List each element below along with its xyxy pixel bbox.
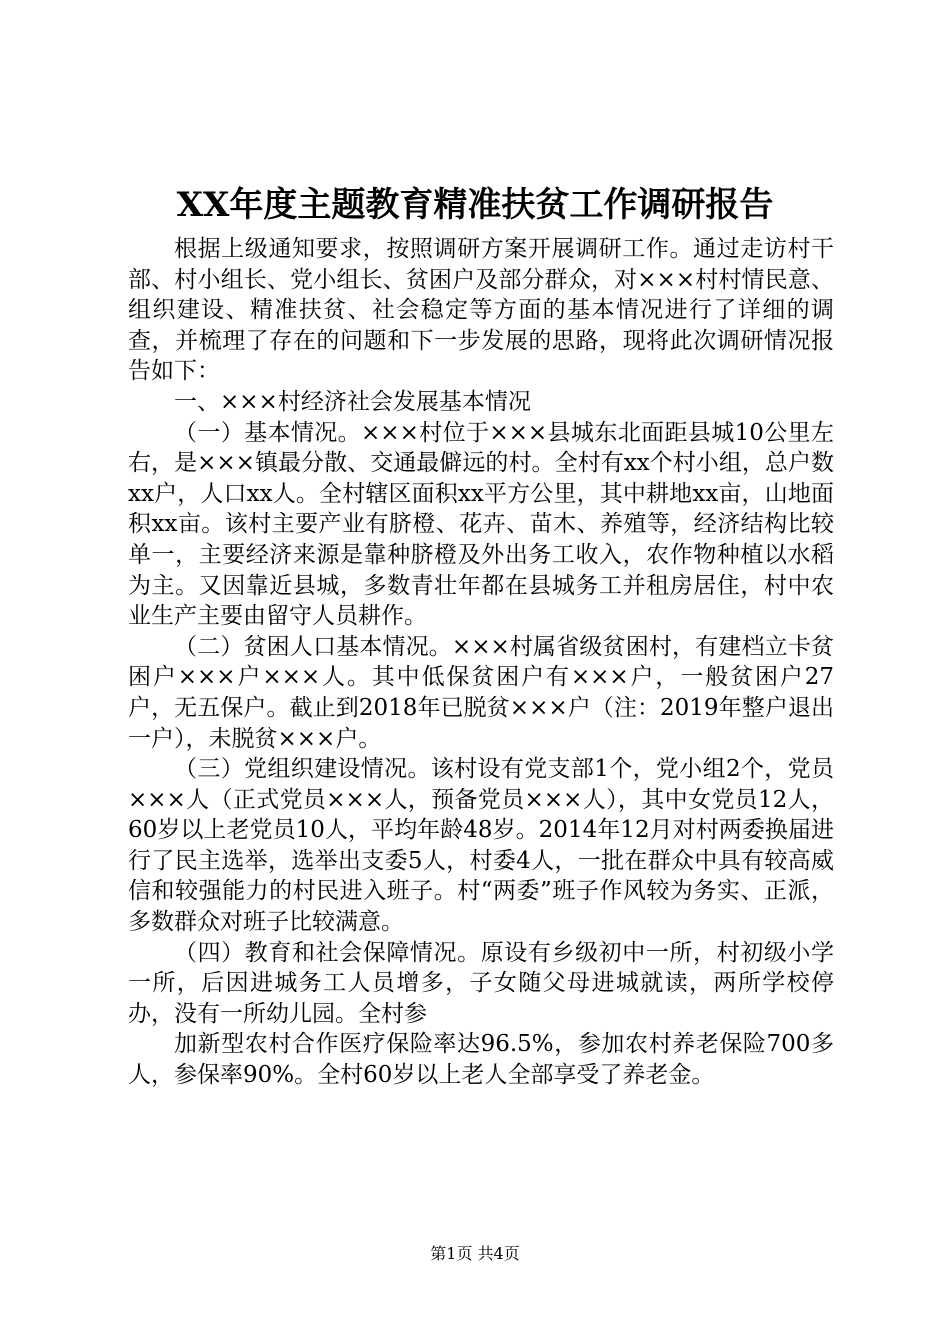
paragraph-education-security: （四）教育和社会保障情况。原设有乡级初中一所，村初级小学一所，后因进城务工人员增多，子女随父母进城就读，两所学校停办，没有一所幼儿园。全村参 [128,939,834,1027]
document-body [128,234,834,1091]
paragraph-intro: 根据上级通知要求，按照调研方案开展调研工作。通过走访村干部、村小组长、党小组长、贫困户及部分群众，对×××村村情民意、组织建设、精准扶贫、社会稳定等方面的基本情况进行了详细的调查，并梳理了存在的问题和下一步发展的思路，现将此次调研情况报告如下： [128,236,834,385]
paragraph-basic-info: （一）基本情况。×××村位于×××县城东北面距县城10公里左右，是×××镇最分散、交通最僻远的村。全村有xx个村小组，总户数xx户，人口xx人。全村辖区面积xx平方公里，其中耕地xx亩，山地面积xx亩。该村主要产业有脐橙、花卉、苗木、养殖等，经济结构比较单一，主要经济来源是靠种脐橙及外出务工收入，农作物种植以水稻为主。又因靠近县城，多数青壮年都在县城务工并租房居住，村中农业生产主要由留守人员耕作。 [128,419,834,630]
document-title: XX年度主题教育精准扶贫工作调研报告 [176,185,774,225]
paragraph-poverty-population: （二）贫困人口基本情况。×××村属省级贫困村，有建档立卡贫困户×××户×××人。其中低保贫困户有×××户，一般贫困户27户，无五保户。截止到2018年已脱贫×××户（注：2019年整户退出一户），未脱贫×××户。 [128,633,834,752]
section-heading-1: 一、×××村经济社会发展基本情况 [174,388,531,415]
paragraph-insurance: 加新型农村合作医疗保险率达96.5%，参加农村养老保险700多人，参保率90%。全村60岁以上老人全部享受了养老金。 [128,1031,834,1089]
page-number: 第1页 共4页 [430,1244,520,1263]
paragraph-party-building: （三）党组织建设情况。该村设有党支部1个，党小组2个，党员×××人（正式党员×××人，预备党员×××人），其中女党员12人，60岁以上老党员10人，平均年龄48岁。2014年12月对村两委换届进行了民主选举，选举出支委5人，村委4人，一批在群众中具有较高威信和较强能力的村民进入班子。村“两委”班子作风较为务实、正派，多数群众对班子比较满意。 [128,756,834,936]
